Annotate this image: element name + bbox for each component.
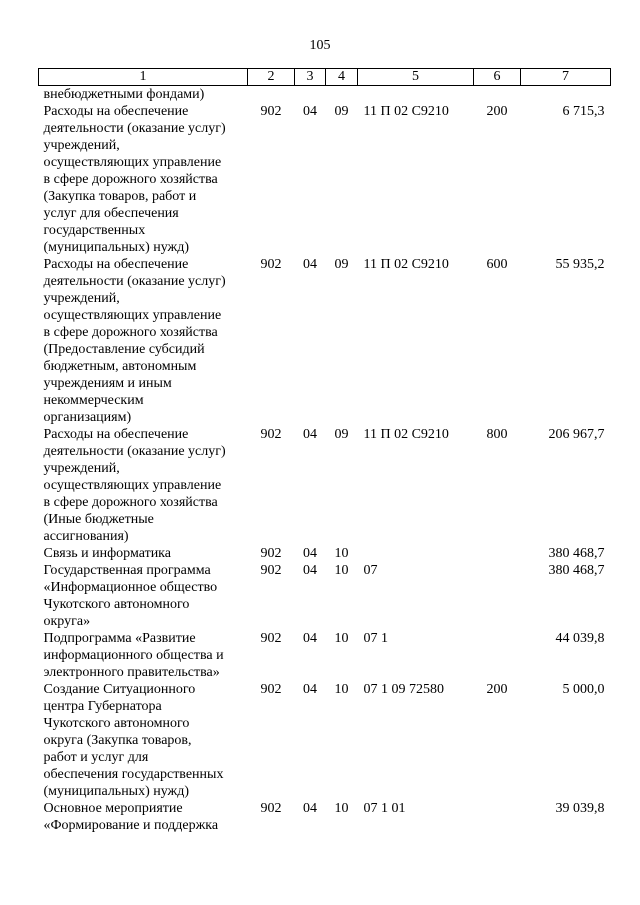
section-code-cell: 04 (303, 546, 317, 561)
ministry-code-cell: 902 (260, 801, 282, 816)
row-name-line: в сфере дорожного хозяйства (43, 495, 218, 510)
ministry-code-cell: 902 (260, 563, 282, 578)
subsection-code-cell (326, 86, 358, 104)
ministry-code-cell: 902 (260, 427, 282, 442)
expense-type-cell (474, 800, 521, 834)
table-body (39, 86, 611, 835)
row-name-line: (Предоставление субсидий (43, 342, 205, 357)
amount-cell: 206 967,7 (548, 427, 605, 442)
target-article-cell (358, 545, 474, 562)
row-name-line: в сфере дорожного хозяйства (43, 172, 218, 187)
target-article-cell (358, 86, 474, 104)
expense-type-cell: 600 (486, 257, 508, 272)
row-name-line: Чукотского автономного (43, 597, 190, 612)
row-name-cell (39, 545, 248, 562)
row-name-line: «Формирование и поддержка (43, 818, 219, 833)
row-name-line: Подпрограмма «Развитие (43, 631, 196, 646)
row-name-line: осуществляющих управление (43, 155, 222, 170)
subsection-code-cell: 10 (334, 801, 349, 816)
table-row (39, 103, 611, 256)
row-name-cell (39, 630, 248, 681)
table-row (39, 86, 611, 104)
subsection-code-cell: 09 (334, 104, 349, 119)
row-name-cell (39, 426, 248, 545)
budget-table (38, 68, 611, 834)
row-name-line: Расходы на обеспечение (43, 104, 189, 119)
ministry-code-cell (248, 86, 295, 104)
expense-type-cell (474, 630, 521, 681)
column-header-7: 7 (521, 69, 611, 86)
row-name-line: учреждений, (43, 461, 120, 476)
subsection-code-cell: 10 (334, 563, 349, 578)
subsection-code-cell: 10 (334, 631, 349, 646)
row-name-line: центра Губернатора (43, 699, 162, 714)
table-row (39, 681, 611, 800)
target-article-cell: 07 1 09 72580 (363, 682, 444, 697)
section-code-cell: 04 (303, 682, 317, 697)
amount-cell: 6 715,3 (562, 104, 605, 119)
row-name-line: в сфере дорожного хозяйства (43, 325, 218, 340)
amount-cell: 39 039,8 (555, 801, 605, 816)
row-name-line: (Закупка товаров, работ и (43, 189, 197, 204)
row-name-line: Чукотского автономного (43, 716, 190, 731)
row-name-line: организациям) (43, 410, 132, 425)
row-name-cell (39, 681, 248, 800)
column-header-2: 2 (248, 69, 295, 86)
row-name-line: деятельности (оказание услуг) (43, 444, 226, 459)
section-code-cell: 04 (303, 257, 317, 272)
ministry-code-cell: 902 (260, 682, 282, 697)
table-row (39, 630, 611, 681)
row-name-line: государственных (43, 223, 146, 238)
section-code-cell: 04 (303, 631, 317, 646)
ministry-code-cell: 902 (260, 631, 282, 646)
target-article-cell: 11 П 02 С9210 (363, 427, 449, 442)
row-name-line: (Иные бюджетные (43, 512, 154, 527)
row-name-line: округа (Закупка товаров, (43, 733, 192, 748)
amount-cell: 5 000,0 (562, 682, 605, 697)
row-name-line: «Информационное общество (43, 580, 218, 595)
row-name-line: деятельности (оказание услуг) (43, 274, 226, 289)
row-name-line: ассигнования) (43, 529, 129, 544)
row-name-line: (муниципальных) нужд) (43, 784, 190, 799)
column-header-1: 1 (39, 69, 248, 86)
table-row (39, 426, 611, 545)
target-article-cell: 07 1 (363, 631, 388, 646)
subsection-code-cell: 10 (334, 546, 349, 561)
row-name-line: Создание Ситуационного (43, 682, 196, 697)
column-header-5: 5 (358, 69, 474, 86)
amount-cell: 380 468,7 (548, 546, 605, 561)
row-name-line: некоммерческим (43, 393, 144, 408)
ministry-code-cell: 902 (260, 546, 282, 561)
row-name-line: учреждений, (43, 291, 120, 306)
row-name-cell (39, 256, 248, 426)
section-code-cell: 04 (303, 104, 317, 119)
ministry-code-cell: 902 (260, 104, 282, 119)
target-article-cell: 11 П 02 С9210 (363, 257, 449, 272)
column-header-3: 3 (295, 69, 326, 86)
page-number: 105 (309, 38, 331, 53)
section-code-cell: 04 (303, 563, 317, 578)
row-name-line: осуществляющих управление (43, 308, 222, 323)
row-name-cell (39, 562, 248, 630)
row-name-line: округа» (43, 614, 91, 629)
row-name-line: Расходы на обеспечение (43, 257, 189, 272)
row-name-cell (39, 800, 248, 834)
amount-cell: 55 935,2 (555, 257, 605, 272)
table-row (39, 545, 611, 562)
expense-type-cell (474, 562, 521, 630)
table-row (39, 800, 611, 834)
row-name-line: учреждениям и иным (43, 376, 172, 391)
row-name-line: учреждений, (43, 138, 120, 153)
amount-cell: 380 468,7 (548, 563, 605, 578)
row-name-line: электронного правительства» (43, 665, 220, 680)
target-article-cell: 11 П 02 С9210 (363, 104, 449, 119)
subsection-code-cell: 09 (334, 257, 349, 272)
table-row (39, 562, 611, 630)
row-name-line: (муниципальных) нужд) (43, 240, 190, 255)
expense-type-cell: 200 (486, 682, 508, 697)
column-header-4: 4 (326, 69, 358, 86)
expense-type-cell (474, 545, 521, 562)
column-header-6: 6 (474, 69, 521, 86)
row-name-line: услуг для обеспечения (43, 206, 179, 221)
row-name-line: обеспечения государственных (43, 767, 224, 782)
amount-cell (521, 86, 611, 104)
target-article-cell: 07 (363, 563, 378, 578)
expense-type-cell: 200 (486, 104, 508, 119)
row-name-line: Расходы на обеспечение (43, 427, 189, 442)
row-name-line: осуществляющих управление (43, 478, 222, 493)
row-name-line: Государственная программа (43, 563, 211, 578)
expense-type-cell: 800 (486, 427, 508, 442)
table-row (39, 256, 611, 426)
row-name-line: работ и услуг для (43, 750, 149, 765)
section-code-cell (295, 86, 326, 104)
ministry-code-cell: 902 (260, 257, 282, 272)
row-name-cell (39, 103, 248, 256)
row-name-line: информационного общества и (43, 648, 224, 663)
header-row (39, 69, 611, 86)
row-name-line: Связь и информатика (43, 546, 171, 561)
subsection-code-cell: 09 (334, 427, 349, 442)
row-name-line: Основное мероприятие (43, 801, 183, 816)
row-name-line: бюджетным, автономным (43, 359, 197, 374)
section-code-cell: 04 (303, 801, 317, 816)
row-name-line: деятельности (оказание услуг) (43, 121, 226, 136)
expense-type-cell (474, 86, 521, 104)
amount-cell: 44 039,8 (555, 631, 605, 646)
section-code-cell: 04 (303, 427, 317, 442)
target-article-cell: 07 1 01 (363, 801, 406, 816)
subsection-code-cell: 10 (334, 682, 349, 697)
row-name-line: внебюджетными фондами) (43, 87, 205, 102)
row-name-cell (39, 86, 248, 104)
